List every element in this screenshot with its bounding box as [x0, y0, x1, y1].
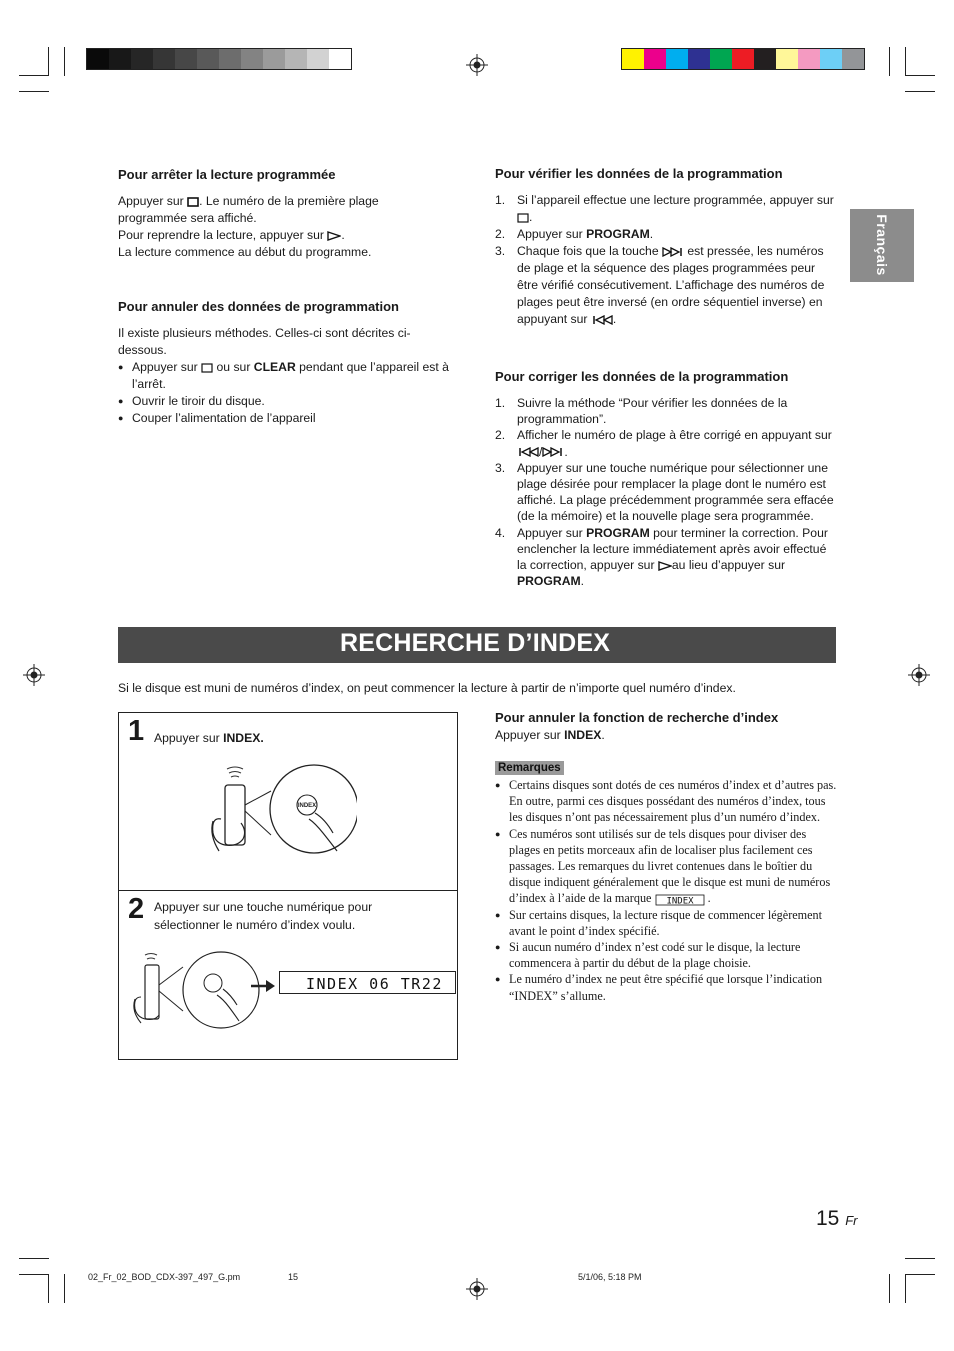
crop-mark [905, 1258, 935, 1259]
crop-mark [48, 1274, 49, 1303]
crop-mark [889, 1274, 890, 1303]
page-number: 15 Fr [816, 1207, 858, 1230]
color-swatch [842, 49, 864, 69]
color-swatch [776, 49, 798, 69]
section-title: RECHERCHE D’INDEX [340, 629, 611, 657]
color-swatch [329, 49, 351, 69]
stop-icon [187, 197, 199, 207]
color-swatch [197, 49, 219, 69]
play-icon [658, 561, 672, 571]
color-swatch [820, 49, 842, 69]
lcd-text: INDEX 06 TR22 [306, 975, 443, 993]
cancel-program-heading: Pour annuler des données de programmation [118, 299, 399, 314]
crop-mark [48, 47, 49, 76]
list-item: 1. Suivre la méthode “Pour vérifier les données de la programmation”. [495, 396, 788, 427]
color-swatch [688, 49, 710, 69]
crop-mark [905, 91, 935, 92]
remote-press-index-illustration [197, 761, 357, 861]
skip-forward-icon [662, 247, 684, 257]
language-tab-label: Français [874, 214, 890, 276]
color-swatch [153, 49, 175, 69]
list-item: 4. Appuyer sur PROGRAM pour terminer la correction. Pour enclencher la lecture immédiatement après avoir effectué la correction, appuyer sur au lieu d’appuyer sur PROGRAM. [495, 525, 828, 589]
color-swatch [622, 49, 644, 69]
color-swatch [219, 49, 241, 69]
crop-mark [19, 1258, 49, 1259]
color-swatch [710, 49, 732, 69]
stop-program-heading: Pour arrêter la lecture programmée [118, 167, 336, 182]
list-item: ● Sur certains disques, la lecture risque de commencer légèrement avant le point d’index spécifié. [495, 907, 837, 939]
remarks-label: Remarques [495, 761, 564, 775]
svg-text:INDEX: INDEX [297, 803, 317, 809]
color-swatch [87, 49, 109, 69]
skip-back-icon [517, 447, 539, 457]
svg-text:INDEX: INDEX [665, 896, 694, 906]
cancel-methods-list [118, 359, 458, 427]
footer-date: 5/1/06, 5:18 PM [578, 1272, 642, 1282]
color-swatch [285, 49, 307, 69]
crop-mark [905, 1274, 935, 1275]
step-2-text: Appuyer sur une touche numérique pour sélectionner le numéro d’index voulu. [154, 900, 373, 932]
footer-page: 15 [288, 1272, 299, 1282]
crop-mark [64, 1274, 65, 1303]
stop-program-text: Appuyer sur . Le numéro de la première plage programmée sera affiché. Pour reprendre la lecture, appuyer sur . La lecture commence au début du programme. [118, 194, 379, 259]
crop-mark [889, 47, 890, 76]
color-bar [621, 48, 865, 70]
stop-icon [201, 363, 213, 373]
color-swatch [241, 49, 263, 69]
registration-mark-icon [466, 1278, 488, 1300]
remarks-list [495, 777, 837, 1004]
language-tab [850, 209, 914, 282]
step-number: 2 [128, 893, 145, 925]
list-item: 3. Appuyer sur une touche numérique pour sélectionner une plage désirée pour remplacer la plage dont le numéro est affiché. La plage précédemment programmée sera effacée (de la mémoire) et la nouvelle plage sera programmée. [495, 460, 834, 524]
index-intro: Si le disque est muni de numéros d’index, on peut commencer la lecture à partir de n’importe quel numéro d’index. [118, 681, 736, 695]
crop-mark [905, 47, 906, 76]
correct-program-heading: Pour corriger les données de la programmation [495, 369, 789, 384]
list-item: ● Ces numéros sont utilisés sur de tels disques pour diviser des plages en petits morceaux afin de localiser plus facilement ces passages. Les remarques du livret contenues dans le boîtier du disque indiquent généralement que le disque est muni de numéros d’index à l’aide de la marque INDEX . [495, 826, 837, 907]
color-swatch [109, 49, 131, 69]
crop-mark [19, 1274, 49, 1275]
verify-steps-list [495, 192, 837, 328]
color-swatch [644, 49, 666, 69]
grayscale-bar [86, 48, 352, 70]
registration-mark-icon [908, 664, 930, 686]
cancel-index-heading: Pour annuler la fonction de recherche d’index [495, 710, 779, 725]
arrow-right-icon [250, 979, 276, 993]
skip-back-icon [591, 315, 613, 325]
color-swatch [666, 49, 688, 69]
list-item: ● Couper l’alimentation de l’appareil [118, 410, 458, 427]
step-number: 1 [128, 715, 145, 747]
list-item: 2. Afficher le numéro de plage à être corrigé en appuyant sur / . [495, 428, 832, 459]
color-swatch [732, 49, 754, 69]
list-item: ● Appuyer sur ou sur CLEAR pendant que l’appareil est à l’arrêt. [118, 359, 458, 393]
list-item: ● Certains disques sont dotés de ces numéros d’index et d’autres pas. En outre, parmi ces disques possédant des numéros d’index, tous les disques n’ont pas nécessairement plus d’un numéro d’index. [495, 777, 837, 826]
correct-steps-list [495, 395, 837, 589]
stop-icon [517, 213, 529, 223]
section-banner [118, 627, 836, 663]
step-1-text: Appuyer sur INDEX. [154, 731, 264, 745]
play-icon [327, 231, 341, 241]
list-item: 1. Si l’appareil effectue une lecture programmée, appuyer sur . [495, 193, 834, 224]
cancel-program-text: Il existe plusieurs méthodes. Celles-ci sont décrites ci-dessous. ● Appuyer sur ou sur CLEAR pendant que l’appareil est à l’arrêt. ● Ouvrir le tiroir du disque. ● Couper l’alimentation de l’appareil [118, 325, 458, 427]
color-swatch [263, 49, 285, 69]
footer-filename: 02_Fr_02_BOD_CDX-397_497_G.pm [88, 1272, 241, 1282]
registration-mark-icon [23, 664, 45, 686]
list-item: 3. Chaque fois que la touche est pressée, les numéros de plage et la séquence des plages programmées peur être vérifié consécutivement. L’affichage des numéros de plages peut être inversé (en ordre séquentiel inverse) en appuyant sur . [495, 244, 825, 326]
list-item: 2. Appuyer sur PROGRAM. [495, 227, 654, 241]
registration-mark-icon [466, 54, 488, 76]
step-1-box [118, 712, 458, 891]
color-swatch [131, 49, 153, 69]
crop-mark [905, 1274, 906, 1303]
list-item: ● Ouvrir le tiroir du disque. [118, 393, 458, 410]
index-lcd-display [279, 971, 456, 994]
index-mark-icon [655, 894, 705, 906]
color-swatch [307, 49, 329, 69]
color-swatch [175, 49, 197, 69]
color-swatch [754, 49, 776, 69]
crop-mark [64, 47, 65, 76]
verify-program-heading: Pour vérifier les données de la programmation [495, 166, 783, 181]
crop-mark [19, 91, 49, 92]
crop-mark [905, 75, 935, 76]
cancel-index-text: Appuyer sur INDEX. [495, 728, 605, 742]
list-item: ● Si aucun numéro d’index n’est codé sur le disque, la lecture commencera à partir du début de la plage choisie. [495, 939, 837, 971]
color-swatch [798, 49, 820, 69]
crop-mark [19, 75, 49, 76]
list-item: ● Le numéro d’index ne peut être spécifié que lorsque l’indication “INDEX” s’allume. [495, 971, 837, 1003]
skip-forward-icon [542, 447, 564, 457]
